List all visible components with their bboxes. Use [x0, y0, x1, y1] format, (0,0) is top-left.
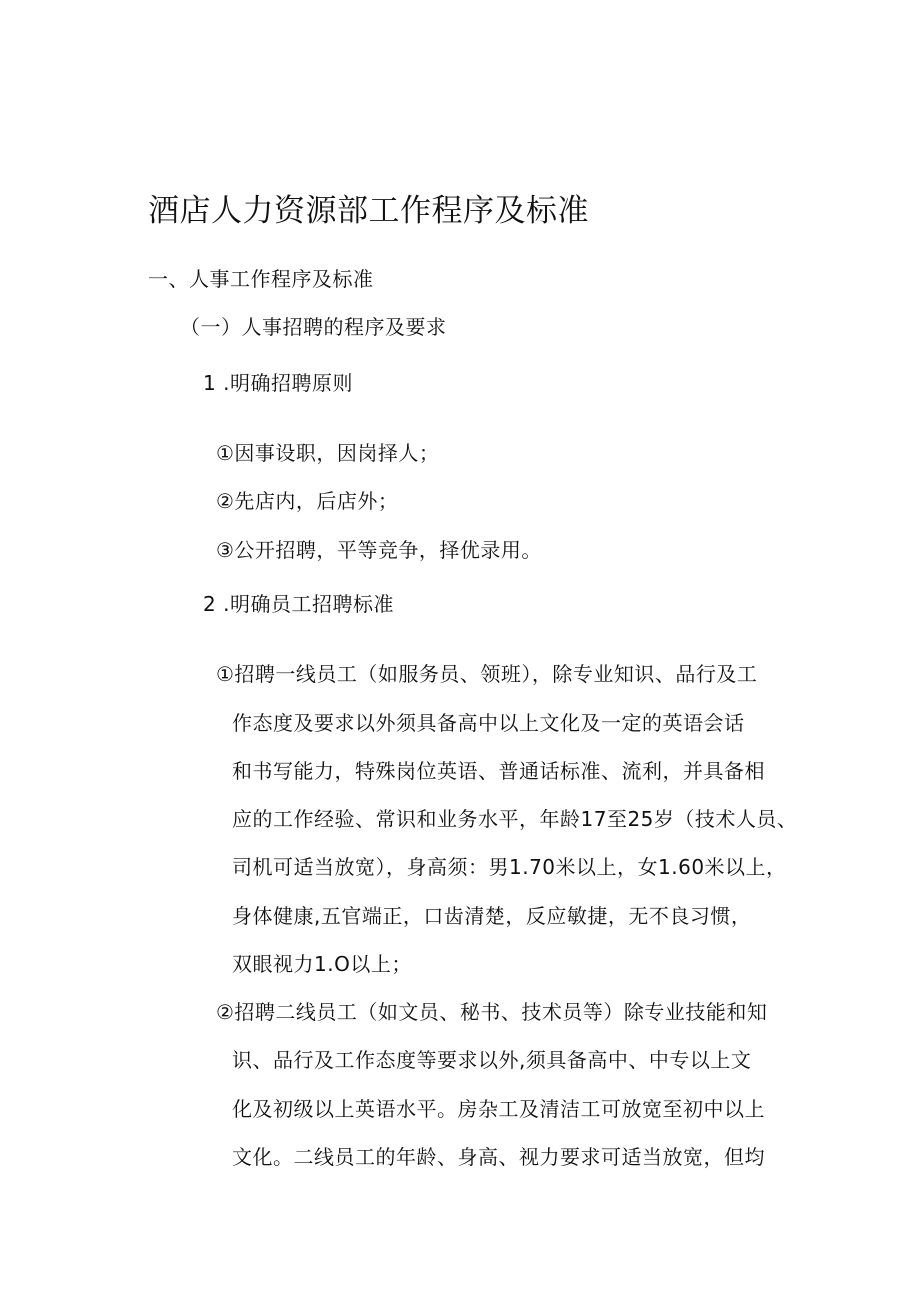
paragraph-line: 司机可适当放宽），身高须：男1.70米以上，女1.60米以上， [232, 855, 787, 879]
principle-item: ①因事设职，因岗择人； [216, 441, 440, 465]
paragraph-line: 和书写能力，特殊岗位英语、普通话标准、流利，并具备相 [232, 759, 765, 783]
paragraph-line: 身体健康,五官端正，口齿清楚，反应敏捷，无不良习惯， [232, 904, 752, 928]
paragraph-line: 作态度及要求以外须具备高中以上文化及一定的英语会话 [232, 711, 745, 735]
subsection-heading: （一）人事招聘的程序及要求 [180, 315, 447, 339]
paragraph-line: ①招聘一线员工（如服务员、领班），除专业知识、品行及工 [216, 662, 758, 686]
item-heading-2: 2 .明确员工招聘标准 [203, 592, 394, 616]
paragraph-line: 双眼视力1.O以上； [232, 952, 412, 976]
item-heading-1: 1 .明确招聘原则 [203, 371, 353, 395]
principle-item: ②先店内，后店外； [216, 489, 399, 513]
paragraph-line: 应的工作经验、常识和业务水平，年龄17至25岁（技术人员、 [232, 807, 798, 831]
paragraph-line: 文化。二线员工的年龄、身高、视力要求可适当放宽，但均 [232, 1145, 765, 1169]
paragraph-line: ②招聘二线员工（如文员、秘书、技术员等）除专业技能和知 [216, 1000, 768, 1024]
principle-item: ③公开招聘，平等竞争，择优录用。 [216, 538, 542, 562]
section-heading: 一、人事工作程序及标准 [148, 267, 374, 291]
paragraph-line: 化及初级以上英语水平。房杂工及清洁工可放宽至初中以上 [232, 1097, 765, 1121]
document-title: 酒店人力资源部工作程序及标准 [148, 193, 589, 229]
paragraph-line: 识、品行及工作态度等要求以外,须具备高中、中专以上文 [232, 1048, 752, 1072]
